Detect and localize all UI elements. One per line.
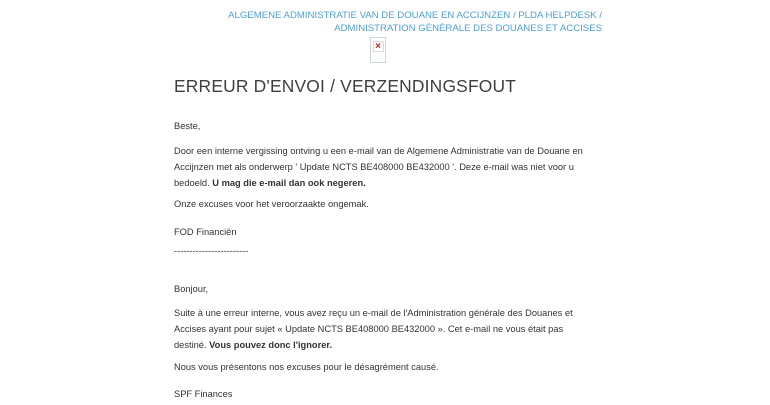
signature-fr: SPF Finances bbox=[174, 389, 233, 399]
salutation-nl: Beste, bbox=[174, 121, 201, 131]
divider: ------------------------ bbox=[174, 246, 249, 256]
text-line: Suite à une erreur interne, vous avez reçu un e-mail de l'Administration générale des Douanes et bbox=[174, 308, 573, 318]
apology-fr: Nous vous présentons nos excuses pour le désagrément causé. bbox=[174, 362, 439, 372]
text-line: Accises ayant pour sujet « Update NCTS BE408000 BE432000 ». Cet e-mail ne vous était pas bbox=[174, 324, 564, 334]
org-header-line1: ALGEMENE ADMINISTRATIE VAN DE DOUANE EN ACCIJNZEN / PLDA HELPDESK / bbox=[228, 10, 602, 21]
org-header-line2: ADMINISTRATION GÉNÉRALE DES DOUANES ET ACCISES bbox=[334, 23, 602, 34]
text-line: bedoeld. U mag die e-mail dan ook negeren. bbox=[174, 178, 366, 188]
salutation-fr: Bonjour, bbox=[174, 284, 209, 294]
text-line: destiné. Vous pouvez donc l'ignorer. bbox=[174, 340, 333, 350]
paragraph-nl bbox=[174, 143, 614, 191]
org-header bbox=[174, 9, 602, 35]
apology-nl: Onze excuses voor het veroorzaakte ongemak. bbox=[174, 199, 369, 209]
text-line: Door een interne vergissing ontving u een e-mail van de Algemene Administratie van de Douane en bbox=[174, 146, 583, 156]
signature-nl: FOD Financiën bbox=[174, 227, 237, 237]
broken-image-icon bbox=[370, 37, 386, 63]
header-image-row bbox=[370, 36, 614, 62]
page-title: ERREUR D'ENVOI / VERZENDINGSFOUT bbox=[174, 76, 517, 96]
text-line: Accijnzen met als onderwerp ' Update NCTS BE408000 BE432000 '. Deze e-mail was niet voor u bbox=[174, 162, 574, 172]
red-x-icon: × bbox=[373, 41, 384, 52]
paragraph-fr bbox=[174, 305, 614, 353]
